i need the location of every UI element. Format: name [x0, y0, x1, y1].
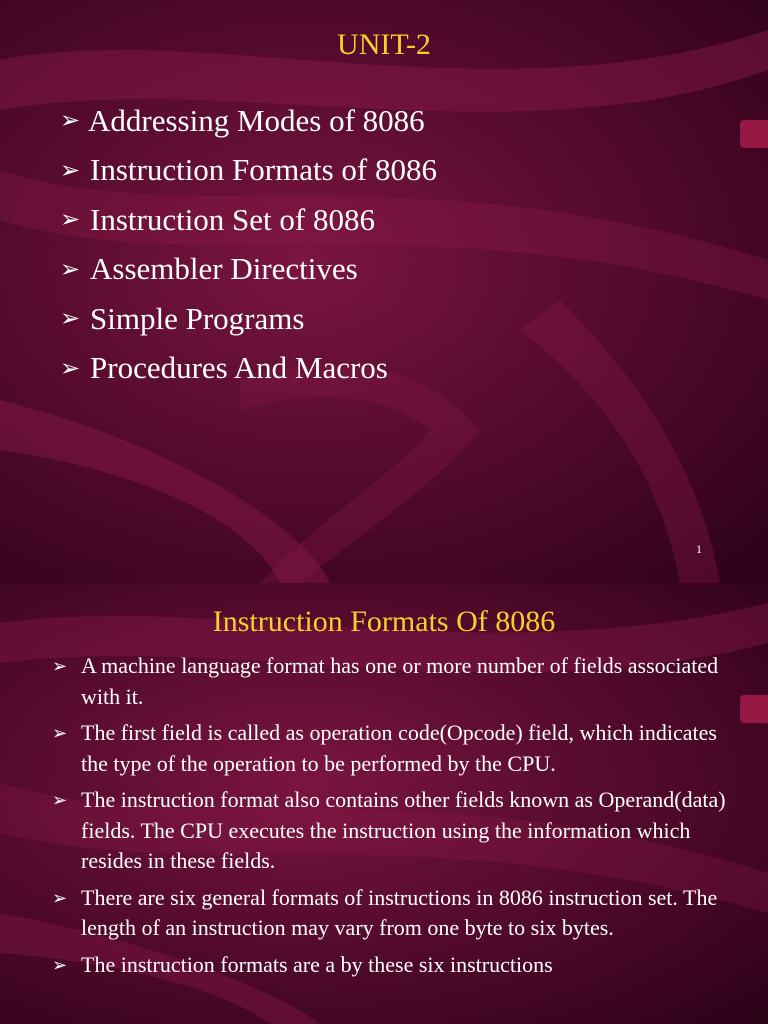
topic-list [60, 96, 437, 393]
arrow-bullet-icon: ➢ [60, 157, 81, 184]
arrow-bullet-icon: ➢ [60, 108, 81, 135]
arrow-bullet-icon: ➢ [60, 355, 81, 382]
list-item: ➢ Procedures And Macros [60, 350, 388, 386]
arrow-bullet-icon: ➢ [52, 954, 68, 975]
list-item: ➢ A machine language format has one or more number of fields associated with it. [52, 651, 732, 712]
list-item: ➢ Addressing Modes of 8086 [60, 102, 425, 138]
slide-2 [0, 583, 768, 1024]
list-item: ➢ Instruction Formats of 8086 [60, 152, 437, 188]
decorative-tab [740, 695, 768, 723]
arrow-bullet-icon: ➢ [60, 306, 81, 333]
list-item: ➢ Assembler Directives [60, 251, 358, 287]
list-item: ➢ The instruction format also contains other fields known as Operand(data) fields. The CPU executes the instruction using the information which resides in these fields. [52, 785, 732, 877]
slide-title: UNIT-2 [337, 28, 431, 61]
list-item: ➢ The instruction formats are a by these six instructions [52, 950, 732, 981]
arrow-bullet-icon: ➢ [52, 656, 68, 676]
arrow-bullet-icon: ➢ [60, 256, 81, 283]
arrow-bullet-icon: ➢ [60, 207, 81, 234]
arrow-bullet-icon: ➢ [52, 887, 68, 908]
page-number: 1 [696, 542, 702, 556]
list-item: ➢ Simple Programs [60, 300, 305, 336]
list-item: ➢ The first field is called as operation code(Opcode) field, which indicates the type of the operation to be performed by the CPU. [52, 718, 732, 779]
arrow-bullet-icon: ➢ [52, 723, 68, 743]
slide-title: Instruction Formats Of 8086 [212, 605, 556, 638]
arrow-bullet-icon: ➢ [52, 790, 68, 810]
decorative-tab [740, 120, 768, 148]
list-item: ➢ Instruction Set of 8086 [60, 201, 375, 237]
list-item: ➢ There are six general formats of instructions in 8086 instruction set. The length of an instruction may vary from one byte to six bytes. [52, 883, 732, 944]
content-list [52, 651, 732, 986]
